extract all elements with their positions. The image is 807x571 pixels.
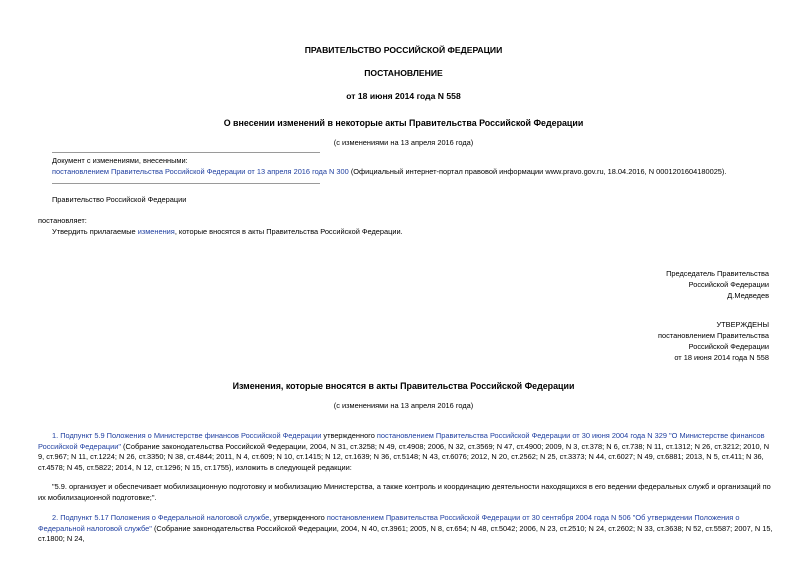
signature-country: Российской Федерации bbox=[688, 280, 769, 289]
approved-block bbox=[658, 319, 769, 363]
item-2-text-a: , утвержденного bbox=[269, 513, 327, 522]
changes-bottom-divider bbox=[52, 183, 320, 184]
signature-position: Председатель Правительства bbox=[666, 269, 769, 278]
item-1-resolution-link[interactable]: постановлением Правительства Российской Федерации от 30 июня 2004 года N 329 "О Министерстве финансов Российской Федерации" bbox=[38, 431, 765, 451]
approved-heading: УТВЕРЖДЕНЫ bbox=[716, 320, 769, 329]
approved-date: от 18 июня 2014 года N 558 bbox=[674, 353, 769, 362]
item-2-resolution-link[interactable]: постановлением Правительства Российской Федерации от 30 сентября 2004 года N 506 "Об утверждении Положения о Федеральной налоговой службе" bbox=[38, 513, 740, 533]
item-2-paragraph bbox=[38, 513, 775, 545]
document-type: ПОСТАНОВЛЕНИЕ bbox=[364, 68, 443, 78]
document-title: О внесении изменений в некоторые акты Правительства Российской Федерации bbox=[223, 118, 584, 128]
signature-block bbox=[666, 268, 769, 301]
changes-top-divider bbox=[52, 152, 320, 153]
approve-text-end: , которые вносятся в акты Правительства Российской Федерации. bbox=[174, 227, 403, 236]
section-edition: (с изменениями на 13 апреля 2016 года) bbox=[333, 401, 474, 410]
section-title: Изменения, которые вносятся в акты Правительства Российской Федерации bbox=[232, 381, 575, 391]
changes-intro: Документ с изменениями, внесенными: bbox=[52, 156, 188, 165]
amending-act-link[interactable]: постановлением Правительства Российской Федерации от 13 апреля 2016 года N 300 bbox=[52, 167, 349, 176]
approved-country: Российской Федерации bbox=[688, 342, 769, 351]
item-1-text-b: (Собрание законодательства Российской Федерации, 2004, N 31, ст.3258; N 49, ст.4908; 2006, N 32, ст.3569; N 47, ст.4900; 2009, N 3, ст.378; N 6, ст.738; N 11, ст.1312; N 26, ст.3212; 2010, N 9, ст.967; N 11, ст.1224; N 26, ст.3350; N 38, ст.4844; 2011, N 4, ст.609; N 10, ст.1415; N 12, ст.1639; N 36, ст.5148; N 43, ст.6076; 2012, N 20, ст.2562; N 25, ст.3373; N 44, ст.6027; N 49, ст.6881; 2013, N 5, ст.411; N 36, ст.4578; N 45, ст.5822; 2014, N 12, ст.1296; N 15, ст.1755), изложить в следующей редакции: bbox=[38, 441, 770, 472]
resolves-line: постановляет: bbox=[38, 216, 87, 225]
approved-by: постановлением Правительства bbox=[658, 331, 769, 340]
amending-act-source: (Официальный интернет-портал правовой информации www.pravo.gov.ru, 18.04.2016, N 0001201604180025). bbox=[348, 167, 727, 176]
item-1-subclause-link[interactable]: 1. Подпункт 5.9 Положения о Министерстве финансов Российской Федерации bbox=[52, 431, 322, 440]
approve-line bbox=[52, 227, 403, 236]
item-1-paragraph bbox=[38, 431, 775, 473]
item-1-quote: "5.9. организует и обеспечивает мобилизационную подготовку и мобилизацию Министерства, а также контроль и координацию деятельности находящихся в его ведении федеральных служб и организаций по их мобилизационной подготовке;". bbox=[38, 482, 771, 502]
document-date-number: от 18 июня 2014 года N 558 bbox=[346, 91, 461, 101]
changes-line bbox=[52, 167, 726, 176]
item-2-text-b: (Собрание законодательства Российской Федерации, 2004, N 40, ст.3961; 2005, N 8, ст.654; N 48, ст.5042; 2006, N 23, ст.2510; N 24, ст.2602; N 33, ст.3638; N 52, ст.5587; 2007, N 15, ст.1800; N 24, bbox=[38, 523, 773, 543]
item-2-subclause-link[interactable]: 2. Подпункт 5.17 Положения о Федеральной налоговой службе bbox=[52, 513, 270, 522]
government-line: Правительство Российской Федерации bbox=[52, 195, 187, 204]
signature-name: Д.Медведев bbox=[727, 291, 769, 300]
government-heading: ПРАВИТЕЛЬСТВО РОССИЙСКОЙ ФЕДЕРАЦИИ bbox=[304, 45, 503, 55]
item-1-text-a: утвержденного bbox=[321, 431, 377, 440]
edition-note: (с изменениями на 13 апреля 2016 года) bbox=[333, 138, 474, 147]
changes-link[interactable]: изменения bbox=[137, 227, 175, 236]
approve-text-start: Утвердить прилагаемые bbox=[52, 227, 138, 236]
